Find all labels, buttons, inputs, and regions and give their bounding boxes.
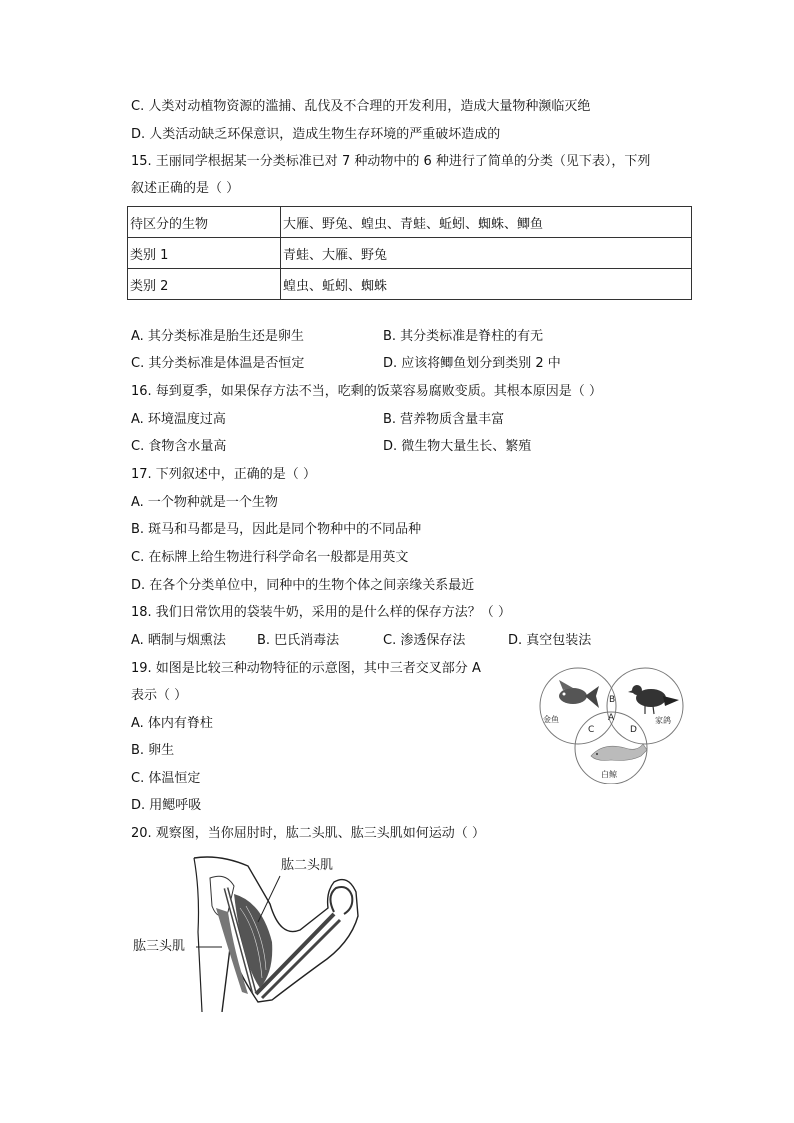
table-cell: 蝗虫、蚯蚓、蜘蛛 (281, 269, 692, 300)
venn-label-pigeon: 家鸽 (655, 716, 671, 725)
table-row (128, 207, 692, 238)
q19-stem-line2: 表示（ ） (131, 688, 188, 703)
q18-option-a: A. 晒制与烟熏法 (131, 633, 226, 648)
venn-region-d: D (630, 725, 637, 735)
q17-stem: 17. 下列叙述中，正确的是（ ） (131, 467, 316, 482)
classification-table (127, 206, 692, 300)
q15-stem-line1: 15. 王丽同学根据某一分类标准已对 7 种动物中的 6 种进行了简单的分类（见下表），下列 (131, 154, 651, 169)
beluga-icon (591, 744, 647, 761)
q19-option-a: A. 体内有脊柱 (131, 716, 213, 731)
q15-option-c: C. 其分类标准是体温是否恒定 (131, 356, 305, 371)
triceps-label: 肱三头肌 (133, 939, 186, 954)
q15-stem-line2: 叙述正确的是（ ） (131, 181, 240, 196)
q14-option-c: C. 人类对动植物资源的滥捕、乱伐及不合理的开发利用，造成大量物种濒临灭绝 (131, 99, 591, 114)
q18-option-d: D. 真空包装法 (508, 633, 592, 648)
venn-region-c: C (588, 725, 595, 735)
q15-option-b: B. 其分类标准是脊柱的有无 (383, 329, 544, 344)
pigeon-icon (628, 685, 679, 714)
q16-option-a: A. 环境温度过高 (131, 412, 226, 427)
q19-stem-line1: 19. 如图是比较三种动物特征的示意图，其中三者交叉部分 A (131, 661, 481, 676)
q19-option-b: B. 卵生 (131, 743, 175, 758)
q17-option-a: A. 一个物种就是一个生物 (131, 495, 278, 510)
q18-option-b: B. 巴氏消毒法 (257, 633, 340, 648)
table-cell: 待区分的生物 (128, 207, 281, 238)
q15-option-d: D. 应该将鲫鱼划分到类别 2 中 (383, 356, 561, 371)
venn-region-b: B (609, 695, 616, 705)
table-cell: 类别 2 (128, 269, 281, 300)
biceps-label: 肱二头肌 (281, 858, 334, 873)
q15-option-a: A. 其分类标准是胎生还是卵生 (131, 329, 304, 344)
q17-option-b: B. 斑马和马都是马，因此是同个物种中的不同品种 (131, 522, 422, 537)
q16-option-c: C. 食物含水量高 (131, 439, 227, 454)
goldfish-icon (559, 680, 599, 708)
q20-stem: 20. 观察图，当你屈肘时，肱二头肌、肱三头肌如何运动（ ） (131, 826, 485, 841)
q19-option-d: D. 用鳃呼吸 (131, 798, 202, 813)
venn-figure (533, 666, 693, 784)
table-row (128, 238, 692, 269)
q16-option-d: D. 微生物大量生长、繁殖 (383, 439, 532, 454)
q16-stem: 16. 每到夏季，如果保存方法不当，吃剩的饭菜容易腐败变质。其根本原因是（ ） (131, 384, 602, 399)
q17-option-d: D. 在各个分类单位中，同种中的生物个体之间亲缘关系最近 (131, 578, 475, 593)
q18-option-c: C. 渗透保存法 (383, 633, 466, 648)
venn-diagram (533, 666, 693, 784)
q17-option-c: C. 在标牌上给生物进行科学命名一般都是用英文 (131, 550, 409, 565)
venn-label-fish: 金鱼 (543, 715, 559, 724)
q16-option-b: B. 营养物质含量丰富 (383, 412, 505, 427)
q18-stem: 18. 我们日常饮用的袋装牛奶，采用的是什么样的保存方法？（ ） (131, 605, 511, 620)
table-row (128, 269, 692, 300)
table-cell: 大雁、野兔、蝗虫、青蛙、蚯蚓、蜘蛛、鲫鱼 (281, 207, 692, 238)
q19-option-c: C. 体温恒定 (131, 771, 201, 786)
table-cell: 青蛙、大雁、野兔 (281, 238, 692, 269)
venn-region-a: A (608, 713, 615, 723)
arm-muscle-figure (130, 852, 370, 1012)
q14-option-d: D. 人类活动缺乏环保意识，造成生物生存环境的严重破坏造成的 (131, 127, 501, 142)
arm-diagram (130, 852, 370, 1012)
table-cell: 类别 1 (128, 238, 281, 269)
venn-label-whale: 白鲸 (601, 770, 617, 779)
